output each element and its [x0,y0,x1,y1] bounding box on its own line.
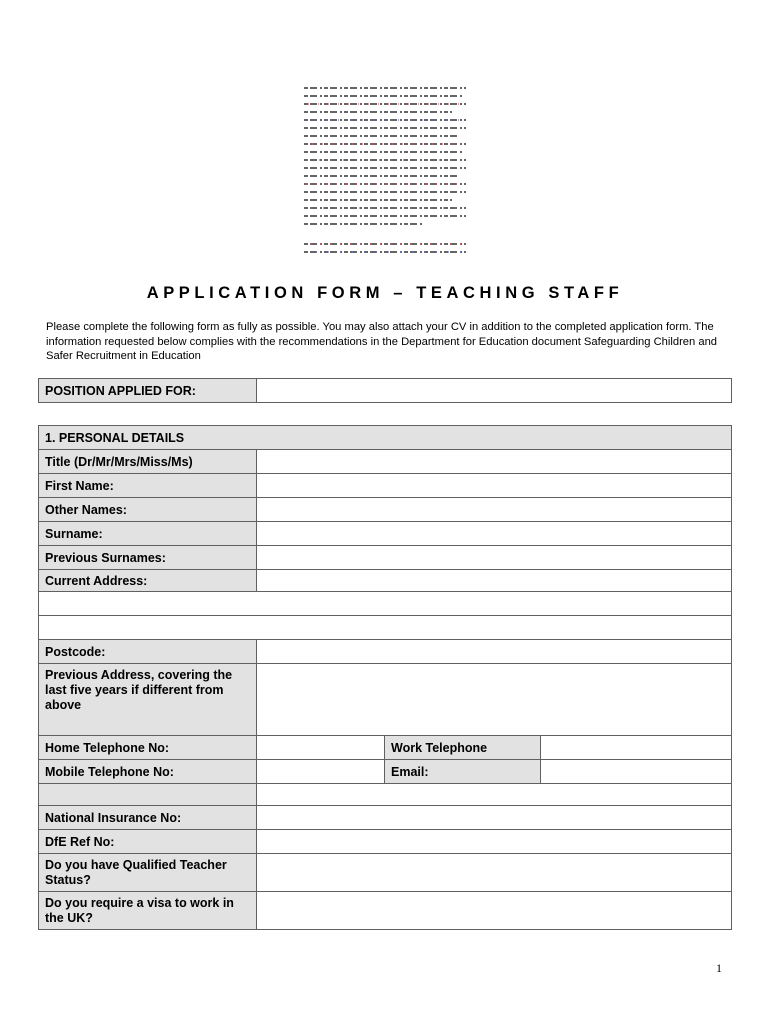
spacer-field[interactable] [257,784,732,806]
title-field[interactable] [257,450,732,474]
qts-field[interactable] [257,854,732,892]
spacer-label [39,784,257,806]
first-name-label: First Name: [39,474,257,498]
email-label: Email: [385,760,541,784]
previous-surnames-label: Previous Surnames: [39,546,257,570]
previous-address-field[interactable] [257,664,732,736]
surname-label: Surname: [39,522,257,546]
current-address-line-3[interactable] [39,616,732,640]
current-address-label: Current Address: [39,570,257,592]
other-names-field[interactable] [257,498,732,522]
current-address-line-2[interactable] [39,592,732,616]
dfe-ref-label: DfE Ref No: [39,830,257,854]
previous-address-label: Previous Address, covering the last five years if different from above [39,664,257,736]
postcode-field[interactable] [257,640,732,664]
current-address-field[interactable] [257,570,732,592]
visa-field[interactable] [257,892,732,930]
email-field[interactable] [541,760,732,784]
intro-text: Please complete the following form as fully as possible. You may also attach your CV in addition to the completed application form. The information requested below complies with the recommendations in the Department for Education document Safeguarding Children and Safer Recruitment in Education [46,321,718,362]
personal-details-table [38,425,732,930]
other-names-label: Other Names: [39,498,257,522]
title-label: Title (Dr/Mr/Mrs/Miss/Ms) [39,450,257,474]
page-number: 1 [716,961,722,975]
qts-label: Do you have Qualified Teacher Status? [39,854,257,892]
personal-details-heading: 1. PERSONAL DETAILS [39,426,732,450]
previous-surnames-field[interactable] [257,546,732,570]
national-insurance-label: National Insurance No: [39,806,257,830]
visa-label: Do you require a visa to work in the UK? [39,892,257,930]
dfe-ref-field[interactable] [257,830,732,854]
surname-field[interactable] [257,522,732,546]
postcode-label: Postcode: [39,640,257,664]
position-table [38,378,732,403]
first-name-field[interactable] [257,474,732,498]
mobile-telephone-field[interactable] [257,760,385,784]
home-telephone-label: Home Telephone No: [39,736,257,760]
position-label: POSITION APPLIED FOR: [39,379,257,403]
school-logo-image [302,84,468,262]
work-telephone-field[interactable] [541,736,732,760]
national-insurance-field[interactable] [257,806,732,830]
work-telephone-label: Work Telephone [385,736,541,760]
mobile-telephone-label: Mobile Telephone No: [39,760,257,784]
position-field[interactable] [257,379,732,403]
home-telephone-field[interactable] [257,736,385,760]
form-title: APPLICATION FORM – TEACHING STAFF [146,284,624,302]
